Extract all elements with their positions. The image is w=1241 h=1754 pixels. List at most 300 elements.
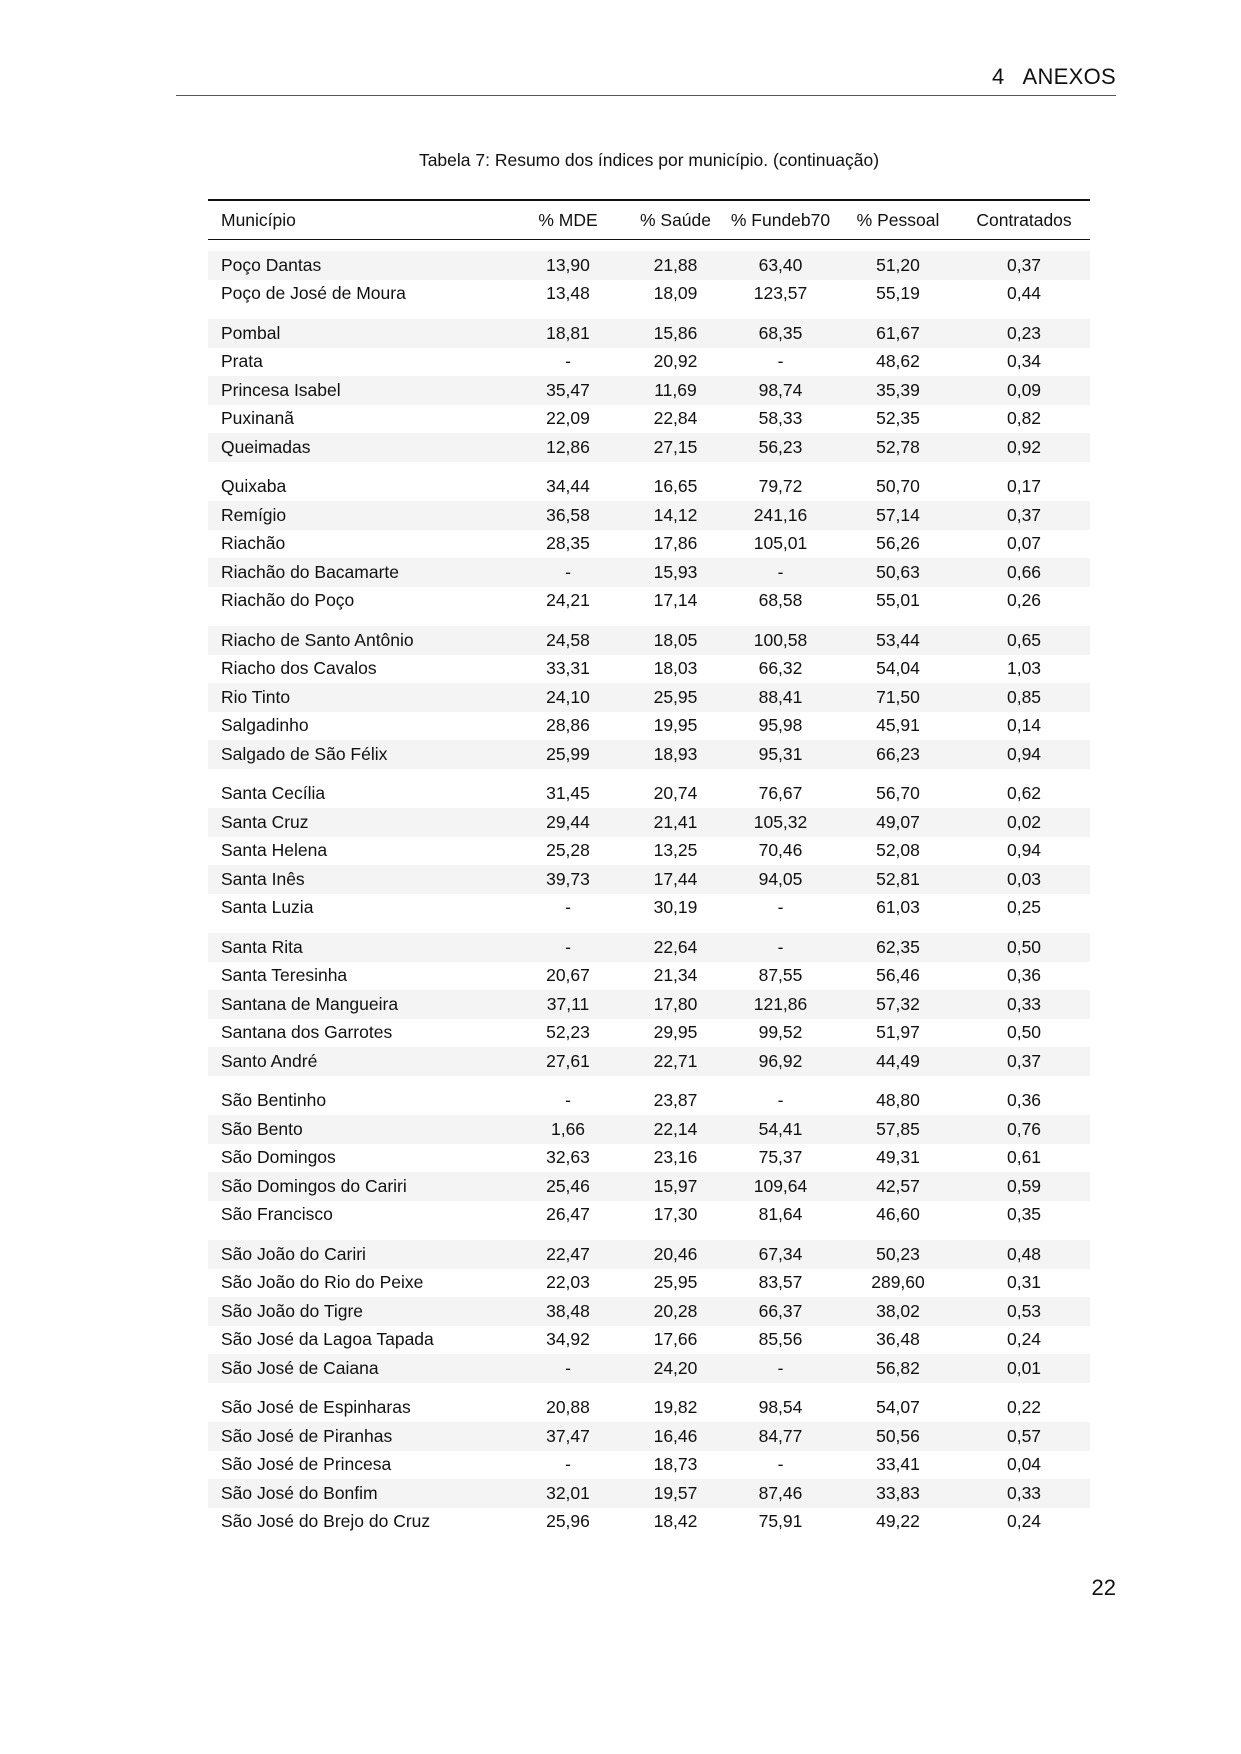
cell-pessoal: 45,91 <box>876 715 920 736</box>
cell-municipio: Salgadinho <box>221 715 309 736</box>
column-header-pessoal: % Pessoal <box>856 209 940 230</box>
header-rule <box>176 95 1116 96</box>
cell-mde: - <box>565 1454 571 1475</box>
cell-saude: 18,42 <box>653 1511 698 1532</box>
cell-saude: 17,66 <box>653 1329 698 1350</box>
cell-pessoal: 56,26 <box>876 533 920 554</box>
cell-pessoal: 50,23 <box>876 1243 920 1264</box>
cell-municipio: Prata <box>221 351 263 372</box>
table-row <box>208 1087 1090 1116</box>
cell-municipio: São José da Lagoa Tapada <box>221 1329 434 1350</box>
cell-fundeb70: - <box>777 1357 784 1378</box>
cell-mde: 36,58 <box>546 504 590 525</box>
cell-pessoal: 57,85 <box>876 1118 920 1139</box>
cell-contratados: 0,02 <box>1006 811 1042 832</box>
table-row <box>208 251 1090 280</box>
cell-pessoal: 56,46 <box>876 965 920 986</box>
cell-mde: 29,44 <box>546 811 590 832</box>
cell-saude: 22,84 <box>653 408 698 429</box>
cell-mde: 24,58 <box>546 629 590 650</box>
cell-pessoal: 54,04 <box>876 658 920 679</box>
cell-pessoal: 51,97 <box>876 1022 920 1043</box>
cell-saude: 25,95 <box>653 1272 698 1293</box>
cell-mde: 34,44 <box>546 476 590 497</box>
cell-mde: 24,21 <box>546 590 590 611</box>
table-row <box>208 865 1090 894</box>
cell-fundeb70: 76,67 <box>758 783 803 804</box>
row-group <box>208 1394 1090 1537</box>
cell-municipio: Santana dos Garrotes <box>221 1022 393 1043</box>
cell-saude: 22,71 <box>653 1050 698 1071</box>
table-row <box>208 780 1090 809</box>
cell-pessoal: 44,49 <box>876 1050 920 1071</box>
cell-contratados: 0,26 <box>1006 590 1042 611</box>
cell-contratados: 0,24 <box>1006 1329 1042 1350</box>
cell-pessoal: 38,02 <box>876 1300 920 1321</box>
cell-mde: 37,47 <box>546 1425 590 1446</box>
cell-saude: 14,12 <box>653 504 698 525</box>
cell-saude: 20,28 <box>653 1300 698 1321</box>
cell-municipio: Princesa Isabel <box>221 379 341 400</box>
table-row <box>208 1240 1090 1269</box>
cell-mde: 26,47 <box>546 1204 590 1225</box>
cell-fundeb70: 66,37 <box>758 1300 803 1321</box>
cell-saude: 25,95 <box>653 686 698 707</box>
cell-mde: 39,73 <box>546 868 590 889</box>
cell-fundeb70: 70,46 <box>758 840 803 861</box>
cell-fundeb70: 58,33 <box>758 408 803 429</box>
cell-pessoal: 51,20 <box>876 254 920 275</box>
cell-mde: 25,28 <box>546 840 590 861</box>
table-row <box>208 1019 1090 1048</box>
cell-fundeb70: 68,58 <box>758 590 803 611</box>
cell-saude: 27,15 <box>653 436 698 457</box>
cell-mde: 28,86 <box>546 715 590 736</box>
table-row <box>208 280 1090 309</box>
cell-fundeb70: 75,37 <box>758 1147 803 1168</box>
table-row <box>208 1326 1090 1355</box>
cell-contratados: 0,82 <box>1006 408 1042 429</box>
table-caption: Tabela 7: Resumo dos índices por município. (continuação) <box>418 150 880 170</box>
cell-fundeb70: 95,98 <box>758 715 803 736</box>
cell-municipio: São Bentinho <box>221 1090 327 1111</box>
cell-saude: 30,19 <box>653 897 698 918</box>
cell-municipio: São Francisco <box>221 1204 333 1225</box>
cell-municipio: Rio Tinto <box>221 686 291 707</box>
cell-contratados: 0,14 <box>1006 715 1042 736</box>
cell-contratados: 0,44 <box>1006 283 1042 304</box>
row-group <box>208 319 1090 462</box>
table-row <box>208 626 1090 655</box>
table-body <box>208 251 1090 1536</box>
column-header-saude: % Saúde <box>639 209 712 230</box>
cell-saude: 19,95 <box>653 715 698 736</box>
cell-mde: 25,96 <box>546 1511 590 1532</box>
cell-municipio: Pombal <box>221 322 281 343</box>
cell-mde: 22,03 <box>546 1272 590 1293</box>
table-row <box>208 501 1090 530</box>
table-row <box>208 1269 1090 1298</box>
cell-contratados: 0,07 <box>1006 533 1042 554</box>
cell-fundeb70: 67,34 <box>758 1243 803 1264</box>
cell-fundeb70: 87,55 <box>758 965 803 986</box>
cell-contratados: 0,76 <box>1006 1118 1042 1139</box>
cell-municipio: São José do Brejo do Cruz <box>221 1511 431 1532</box>
cell-mde: 52,23 <box>546 1022 590 1043</box>
row-group <box>208 1240 1090 1383</box>
row-group <box>208 626 1090 769</box>
cell-mde: 38,48 <box>546 1300 590 1321</box>
cell-mde: 32,01 <box>546 1482 590 1503</box>
cell-fundeb70: - <box>777 561 784 582</box>
cell-contratados: 0,50 <box>1006 1022 1042 1043</box>
cell-pessoal: 42,57 <box>876 1175 920 1196</box>
cell-municipio: Riachão do Bacamarte <box>221 561 400 582</box>
cell-contratados: 0,37 <box>1006 254 1042 275</box>
cell-contratados: 0,37 <box>1006 504 1042 525</box>
table-row <box>208 1479 1090 1508</box>
cell-mde: 12,86 <box>546 436 590 457</box>
cell-mde: 34,92 <box>546 1329 590 1350</box>
cell-saude: 15,86 <box>653 322 698 343</box>
cell-pessoal: 71,50 <box>876 686 920 707</box>
table-row <box>208 962 1090 991</box>
cell-saude: 16,65 <box>653 476 698 497</box>
cell-saude: 19,57 <box>653 1482 698 1503</box>
cell-contratados: 0,59 <box>1006 1175 1042 1196</box>
cell-fundeb70: 96,92 <box>758 1050 803 1071</box>
cell-fundeb70: 84,77 <box>758 1425 803 1446</box>
cell-saude: 18,09 <box>653 283 698 304</box>
cell-contratados: 0,04 <box>1006 1454 1042 1475</box>
cell-saude: 18,03 <box>653 658 698 679</box>
cell-municipio: São João do Tigre <box>221 1300 364 1321</box>
cell-municipio: São João do Rio do Peixe <box>221 1272 424 1293</box>
cell-municipio: Riachão <box>221 533 286 554</box>
cell-saude: 23,87 <box>653 1090 698 1111</box>
cell-saude: 19,82 <box>653 1397 698 1418</box>
cell-contratados: 0,09 <box>1006 379 1042 400</box>
cell-contratados: 0,01 <box>1006 1357 1042 1378</box>
cell-mde: 31,45 <box>546 783 590 804</box>
cell-municipio: Santa Luzia <box>221 897 314 918</box>
cell-municipio: São José de Caiana <box>221 1357 379 1378</box>
cell-fundeb70: 56,23 <box>758 436 803 457</box>
table-row <box>208 1201 1090 1230</box>
cell-saude: 18,73 <box>653 1454 698 1475</box>
cell-pessoal: 56,70 <box>876 783 920 804</box>
table-row <box>208 473 1090 502</box>
cell-contratados: 0,36 <box>1006 965 1042 986</box>
cell-municipio: São Domingos do Cariri <box>221 1175 407 1196</box>
cell-pessoal: 52,08 <box>876 840 920 861</box>
cell-mde: 33,31 <box>546 658 590 679</box>
cell-saude: 13,25 <box>653 840 698 861</box>
cell-contratados: 1,03 <box>1006 658 1042 679</box>
cell-contratados: 0,94 <box>1006 840 1042 861</box>
table-row <box>208 319 1090 348</box>
cell-fundeb70: 105,01 <box>753 533 808 554</box>
table-row <box>208 530 1090 559</box>
table-row <box>208 376 1090 405</box>
cell-fundeb70: 98,54 <box>758 1397 803 1418</box>
column-header-municipio: Município <box>221 209 296 230</box>
cell-contratados: 0,57 <box>1006 1425 1042 1446</box>
table-row <box>208 1172 1090 1201</box>
cell-pessoal: 55,01 <box>876 590 920 611</box>
table-row <box>208 655 1090 684</box>
cell-contratados: 0,94 <box>1006 743 1042 764</box>
cell-saude: 16,46 <box>653 1425 698 1446</box>
cell-contratados: 0,31 <box>1006 1272 1042 1293</box>
cell-mde: 27,61 <box>546 1050 590 1071</box>
cell-pessoal: 54,07 <box>876 1397 920 1418</box>
section-number: 4 <box>991 64 1005 89</box>
cell-contratados: 0,36 <box>1006 1090 1042 1111</box>
section-title: ANEXOS <box>1022 64 1116 89</box>
cell-contratados: 0,34 <box>1006 351 1042 372</box>
cell-saude: 18,93 <box>653 743 698 764</box>
cell-pessoal: 52,78 <box>876 436 920 457</box>
cell-fundeb70: - <box>777 936 784 957</box>
cell-municipio: São José de Princesa <box>221 1454 392 1475</box>
cell-contratados: 0,85 <box>1006 686 1042 707</box>
cell-contratados: 0,50 <box>1006 936 1042 957</box>
cell-contratados: 0,65 <box>1006 629 1042 650</box>
cell-saude: 22,14 <box>653 1118 698 1139</box>
cell-mde: - <box>565 1090 571 1111</box>
cell-contratados: 0,66 <box>1006 561 1042 582</box>
table-row <box>208 683 1090 712</box>
cell-contratados: 0,33 <box>1006 1482 1042 1503</box>
cell-municipio: São Bento <box>221 1118 303 1139</box>
cell-municipio: Santa Inês <box>221 868 305 889</box>
cell-saude: 15,93 <box>653 561 698 582</box>
cell-contratados: 0,48 <box>1006 1243 1042 1264</box>
cell-pessoal: 62,35 <box>876 936 920 957</box>
cell-fundeb70: 88,41 <box>758 686 803 707</box>
cell-fundeb70: 68,35 <box>758 322 803 343</box>
cell-saude: 21,34 <box>653 965 698 986</box>
cell-municipio: Santa Helena <box>221 840 328 861</box>
cell-pessoal: 57,14 <box>876 504 920 525</box>
cell-municipio: Salgado de São Félix <box>221 743 388 764</box>
cell-fundeb70: - <box>777 351 784 372</box>
cell-saude: 20,46 <box>653 1243 698 1264</box>
cell-municipio: Riacho dos Cavalos <box>221 658 377 679</box>
cell-mde: 20,67 <box>546 965 590 986</box>
table-row <box>208 1451 1090 1480</box>
cell-mde: 13,90 <box>546 254 590 275</box>
data-table <box>208 199 1090 1536</box>
cell-pessoal: 50,56 <box>876 1425 920 1446</box>
table-row <box>208 837 1090 866</box>
table-row <box>208 712 1090 741</box>
cell-fundeb70: 241,16 <box>753 504 808 525</box>
cell-municipio: Puxinanã <box>221 408 294 429</box>
cell-pessoal: 46,60 <box>876 1204 920 1225</box>
cell-contratados: 0,24 <box>1006 1511 1042 1532</box>
cell-saude: 29,95 <box>653 1022 698 1043</box>
cell-saude: 21,41 <box>653 811 698 832</box>
cell-pessoal: 49,07 <box>876 811 920 832</box>
cell-mde: 28,35 <box>546 533 590 554</box>
table-row <box>208 587 1090 616</box>
cell-mde: 37,11 <box>546 993 590 1014</box>
cell-pessoal: 35,39 <box>876 379 920 400</box>
cell-mde: 25,99 <box>546 743 590 764</box>
cell-municipio: Riacho de Santo Antônio <box>221 629 414 650</box>
column-header-fundeb70: % Fundeb70 <box>730 209 831 230</box>
cell-saude: 17,44 <box>653 868 698 889</box>
cell-contratados: 0,23 <box>1006 322 1042 343</box>
cell-mde: 32,63 <box>546 1147 590 1168</box>
cell-pessoal: 49,22 <box>876 1511 920 1532</box>
table-row <box>208 1422 1090 1451</box>
column-header-contratados: Contratados <box>976 209 1072 230</box>
cell-pessoal: 55,19 <box>876 283 920 304</box>
table-row <box>208 1115 1090 1144</box>
cell-mde: 18,81 <box>546 322 590 343</box>
cell-contratados: 0,35 <box>1006 1204 1042 1225</box>
column-header-mde: % MDE <box>538 209 598 230</box>
cell-mde: 1,66 <box>550 1118 586 1139</box>
cell-fundeb70: 87,46 <box>758 1482 803 1503</box>
cell-fundeb70: 81,64 <box>758 1204 803 1225</box>
cell-fundeb70: 79,72 <box>758 476 803 497</box>
cell-saude: 17,30 <box>653 1204 698 1225</box>
cell-fundeb70: 121,86 <box>753 993 808 1014</box>
cell-mde: 35,47 <box>546 379 590 400</box>
cell-saude: 17,14 <box>653 590 698 611</box>
cell-pessoal: 52,81 <box>876 868 920 889</box>
cell-fundeb70: 66,32 <box>758 658 803 679</box>
cell-municipio: São José do Bonfim <box>221 1482 378 1503</box>
cell-pessoal: 33,41 <box>876 1454 920 1475</box>
cell-contratados: 0,25 <box>1006 897 1042 918</box>
cell-mde: - <box>565 897 571 918</box>
cell-contratados: 0,33 <box>1006 993 1042 1014</box>
cell-mde: - <box>565 936 571 957</box>
cell-pessoal: 53,44 <box>876 629 920 650</box>
cell-pessoal: 50,63 <box>876 561 920 582</box>
cell-pessoal: 52,35 <box>876 408 920 429</box>
table-row <box>208 990 1090 1019</box>
cell-pessoal: 50,70 <box>876 476 920 497</box>
row-group <box>208 251 1090 308</box>
cell-fundeb70: 85,56 <box>758 1329 803 1350</box>
cell-fundeb70: 100,58 <box>753 629 808 650</box>
table-row <box>208 894 1090 923</box>
cell-saude: 21,88 <box>653 254 698 275</box>
cell-pessoal: 56,82 <box>876 1357 920 1378</box>
cell-mde: - <box>565 561 571 582</box>
cell-municipio: Santo André <box>221 1050 318 1071</box>
cell-fundeb70: 63,40 <box>758 254 803 275</box>
cell-fundeb70: 105,32 <box>753 811 808 832</box>
table-header-rule <box>208 239 1090 240</box>
cell-fundeb70: 54,41 <box>758 1118 803 1139</box>
cell-municipio: Poço Dantas <box>221 254 322 275</box>
table-row <box>208 1047 1090 1076</box>
cell-contratados: 0,62 <box>1006 783 1042 804</box>
cell-municipio: Queimadas <box>221 436 311 457</box>
cell-fundeb70: 95,31 <box>758 743 803 764</box>
cell-saude: 22,64 <box>653 936 698 957</box>
cell-contratados: 0,53 <box>1006 1300 1042 1321</box>
cell-municipio: São João do Cariri <box>221 1243 366 1264</box>
table-row <box>208 1144 1090 1173</box>
cell-pessoal: 57,32 <box>876 993 920 1014</box>
cell-municipio: Santa Cecília <box>221 783 326 804</box>
cell-fundeb70: - <box>777 1454 784 1475</box>
cell-fundeb70: 98,74 <box>758 379 803 400</box>
cell-municipio: Remígio <box>221 504 287 525</box>
table-row <box>208 1354 1090 1383</box>
cell-fundeb70: 83,57 <box>758 1272 803 1293</box>
table-row <box>208 808 1090 837</box>
cell-saude: 15,97 <box>653 1175 698 1196</box>
cell-saude: 11,69 <box>654 379 697 400</box>
cell-pessoal: 66,23 <box>876 743 920 764</box>
cell-municipio: Santa Cruz <box>221 811 309 832</box>
table-row <box>208 348 1090 377</box>
table-header-row <box>208 201 1090 239</box>
cell-contratados: 0,92 <box>1006 436 1042 457</box>
cell-saude: 23,16 <box>653 1147 698 1168</box>
cell-pessoal: 61,67 <box>876 322 920 343</box>
cell-fundeb70: - <box>777 1090 784 1111</box>
running-header <box>176 64 1116 90</box>
cell-fundeb70: 99,52 <box>758 1022 803 1043</box>
cell-municipio: Riachão do Poço <box>221 590 355 611</box>
table-row <box>208 1508 1090 1537</box>
table-row <box>208 933 1090 962</box>
cell-saude: 24,20 <box>653 1357 698 1378</box>
cell-fundeb70: 75,91 <box>758 1511 803 1532</box>
cell-pessoal: 61,03 <box>876 897 920 918</box>
cell-saude: 20,74 <box>653 783 698 804</box>
row-group <box>208 780 1090 923</box>
cell-pessoal: 48,62 <box>876 351 920 372</box>
cell-contratados: 0,17 <box>1006 476 1042 497</box>
row-group <box>208 1087 1090 1230</box>
cell-municipio: Santana de Mangueira <box>221 993 399 1014</box>
cell-contratados: 0,37 <box>1006 1050 1042 1071</box>
cell-fundeb70: 109,64 <box>753 1175 808 1196</box>
cell-mde: 22,47 <box>546 1243 590 1264</box>
cell-saude: 17,80 <box>653 993 698 1014</box>
cell-pessoal: 36,48 <box>876 1329 920 1350</box>
cell-mde: - <box>565 1357 571 1378</box>
table-row <box>208 405 1090 434</box>
cell-pessoal: 49,31 <box>876 1147 920 1168</box>
cell-pessoal: 48,80 <box>876 1090 920 1111</box>
cell-mde: 13,48 <box>546 283 590 304</box>
cell-mde: 24,10 <box>546 686 590 707</box>
cell-fundeb70: - <box>777 897 784 918</box>
cell-pessoal: 33,83 <box>876 1482 920 1503</box>
cell-municipio: Santa Teresinha <box>221 965 348 986</box>
cell-municipio: Santa Rita <box>221 936 303 957</box>
cell-municipio: Poço de José de Moura <box>221 283 406 304</box>
cell-contratados: 0,61 <box>1006 1147 1042 1168</box>
cell-municipio: São José de Piranhas <box>221 1425 393 1446</box>
cell-mde: - <box>565 351 571 372</box>
table-row <box>208 1394 1090 1423</box>
cell-municipio: São José de Espinharas <box>221 1397 411 1418</box>
cell-fundeb70: 94,05 <box>758 868 803 889</box>
